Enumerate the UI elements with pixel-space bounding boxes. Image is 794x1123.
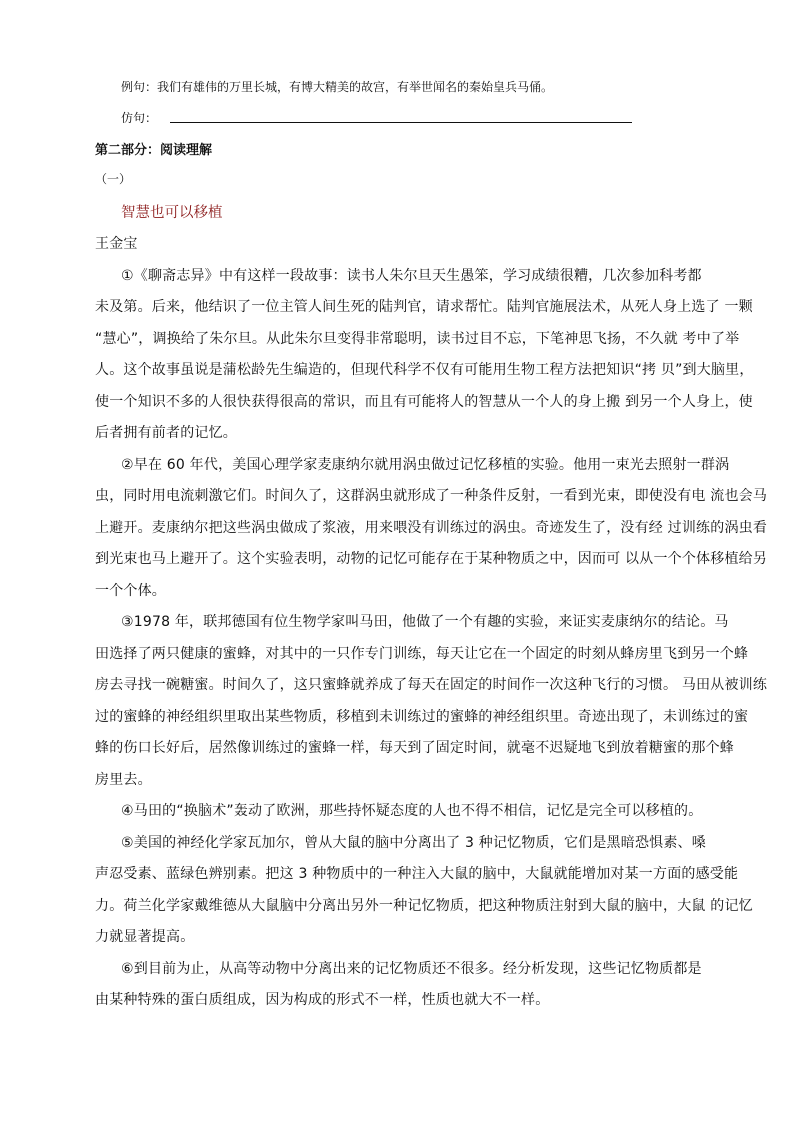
article-author: 王金宝	[95, 236, 138, 252]
paragraph-line: ①《聊斋志异》中有这样一段故事：读书人朱尔旦天生愚笨，学习成绩很糟，几次参加科考都	[121, 268, 702, 284]
part2-heading: 第二部分：阅读理解	[95, 143, 213, 158]
paragraph-line: 房去寻找一碗糖蜜。时间久了，这只蜜蜂就养成了每天在固定的时间作一次这种飞行的习惯。 马田从被训练	[95, 677, 768, 693]
paragraph-line: 人。这个故事虽说是蒲松龄先生编造的，但现代科学不仅有可能用生物工程方法把知识“拷 贝”到大脑里，	[95, 362, 754, 378]
paragraph-line: ③1978 年，联邦德国有位生物学家叫马田，他做了一个有趣的实验，来证实麦康纳尔的结论。马	[121, 614, 729, 630]
paragraph-line: “慧心”，调换给了朱尔旦。从此朱尔旦变得非常聪明，读书过目不忘，下笔神思飞扬，不久就 考中了举	[95, 331, 740, 347]
paragraph-line: 到光束也马上避开了。这个实验表明，动物的记忆可能存在于某种物质之中，因而可 以从一个个体移植给另	[95, 551, 768, 567]
paragraph-line: 使一个知识不多的人很快获得很高的常识，而且有可能将人的智慧从一个人的身上搬 到另一个人身上，使	[95, 394, 753, 410]
paragraph-line: 后者拥有前者的记忆。	[95, 425, 237, 441]
paragraph-line: ④马田的“换脑术”轰动了欧洲，那些持怀疑态度的人也不得不相信，记忆是完全可以移植的。	[121, 803, 703, 819]
paragraph-line: 力。荷兰化学家戴维德从大鼠脑中分离出另外一种记忆物质，把这种物质注射到大鼠的脑中，大鼠 的记忆	[95, 898, 753, 914]
paragraph-line: 蜂的伤口长好后，居然像训练过的蜜蜂一样，每天到了固定时间，就毫不迟疑地飞到放着糖蜜的那个蜂	[95, 740, 734, 756]
paragraph-line: 未及第。后来，他结识了一位主管人间生死的陆判官，请求帮忙。陆判官施展法术，从死人身上选了 一颗	[95, 299, 753, 315]
example-label: 例句：	[121, 80, 158, 94]
paragraph-line: 力就显著提高。	[95, 929, 195, 945]
paragraph-line: ②早在 60 年代，美国心理学家麦康纳尔就用涡虫做过记忆移植的实验。他用一束光去照射一群涡	[121, 457, 730, 473]
paragraph-line: 一个个体。	[95, 583, 166, 599]
paragraph-line: 过的蜜蜂的神经组织里取出某些物质，移植到未训练过的蜜蜂的神经组织里。奇迹出现了，未训练过的蜜	[95, 709, 749, 725]
example-sentence: 我们有雄伟的万里长城，有博大精美的故宫，有举世闻名的秦始皇兵马俑。	[157, 80, 554, 94]
paragraph-line: 虫，同时用电流刺激它们。时间久了，这群涡虫就形成了一种条件反射，一看到光束，即使没有电 流也会马	[95, 488, 768, 504]
section-number: （一）	[95, 172, 132, 186]
paragraph-line: 由某种特殊的蛋白质组成，因为构成的形式不一样，性质也就大不一样。	[95, 992, 550, 1008]
paragraph-line: 声忍受素、蓝绿色辨别素。把这 3 种物质中的一种注入大鼠的脑中，大鼠就能增加对某一方面的感受能	[95, 866, 739, 882]
paragraph-line: ⑤美国的神经化学家瓦加尔，曾从大鼠的脑中分离出了 3 种记忆物质，它们是黑暗恐惧素、嗓	[121, 835, 706, 851]
paragraph-line: 上避开。麦康纳尔把这些涡虫做成了浆液，用来喂没有训练过的涡虫。奇迹发生了，没有经 过训练的涡虫看	[95, 520, 768, 536]
article-title: 智慧也可以移植	[121, 205, 223, 221]
paragraph-line: 田选择了两只健康的蜜蜂，对其中的一只作专门训练，每天让它在一个固定的时刻从蜂房里飞到另一个蜂	[95, 646, 749, 662]
imitate-answer-line[interactable]	[170, 122, 632, 123]
paragraph-line: 房里去。	[95, 772, 152, 788]
imitate-label: 仿句：	[121, 111, 158, 125]
paragraph-line: ⑥到目前为止，从高等动物中分离出来的记忆物质还不很多。经分析发现，这些记忆物质都是	[121, 961, 702, 977]
